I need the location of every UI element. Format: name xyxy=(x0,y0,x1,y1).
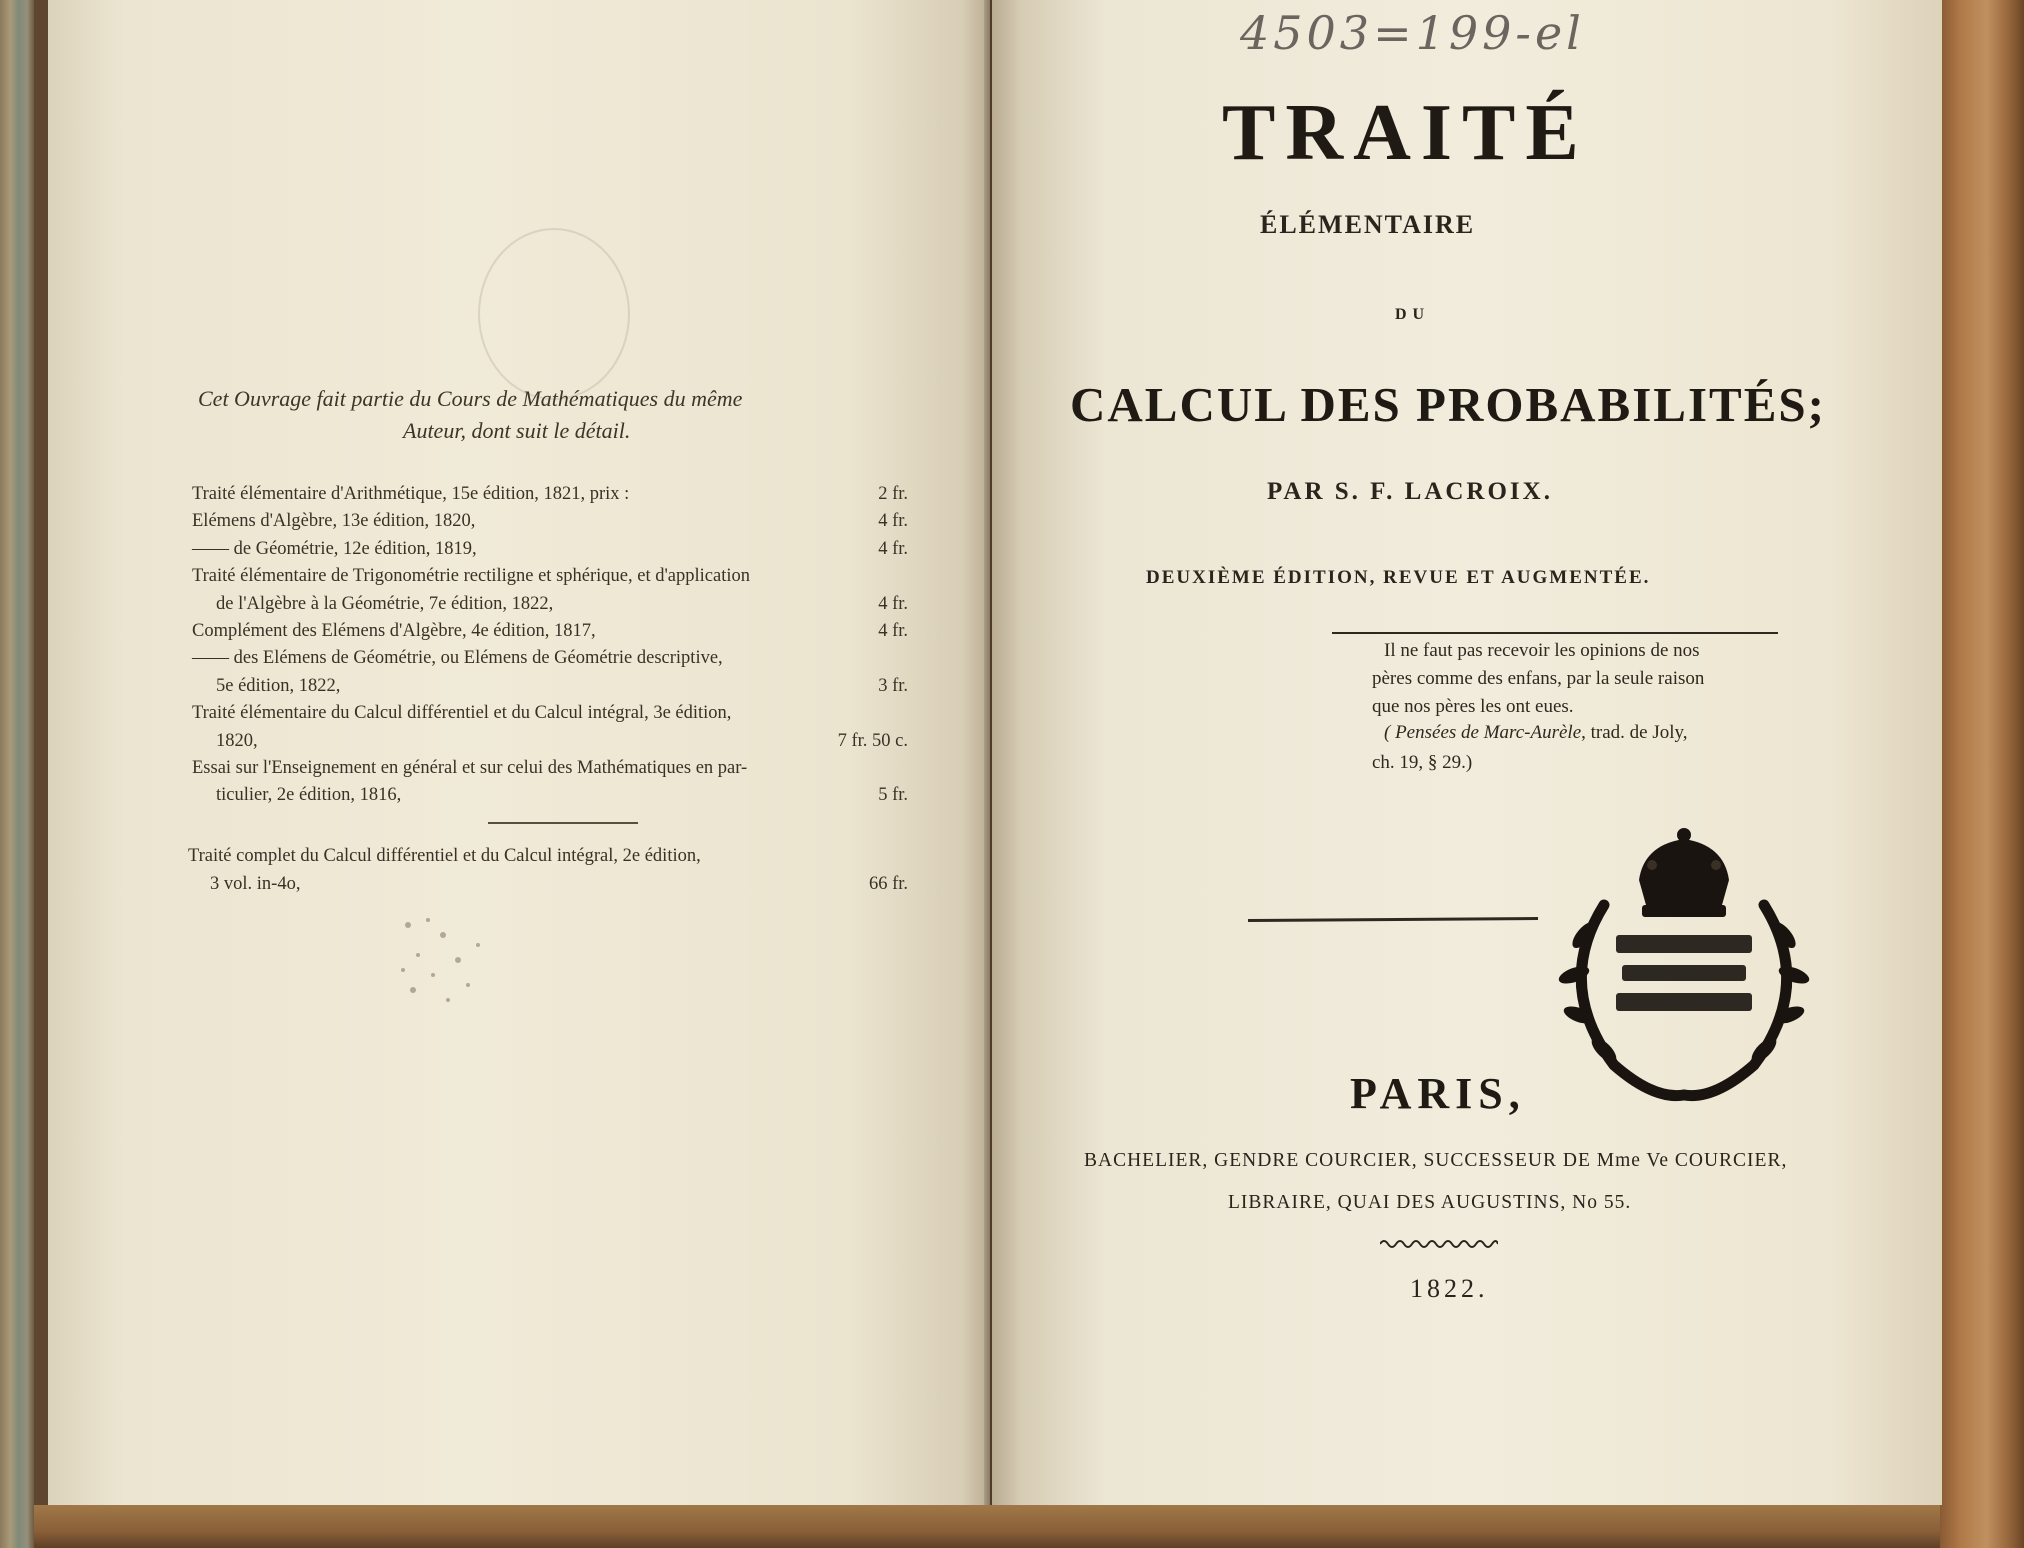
bleed-through-oval xyxy=(478,228,630,400)
royal-crown-wreath-stamp xyxy=(1544,825,1824,1110)
epigraph-reference: ch. 19, § 29.) xyxy=(1372,752,1473,773)
catalogue-entry: de l'Algèbre à la Géométrie, 7e édition, 1822, xyxy=(216,593,554,614)
catalogue-entry: Traité élémentaire d'Arithmétique, 15e édition, 1821, prix : xyxy=(192,484,630,504)
catalogue-price: 2 fr. xyxy=(878,484,908,504)
catalogue-entry: ticulier, 2e édition, 1816, xyxy=(216,785,402,806)
catalogue-entry: Complément des Elémens d'Algèbre, 4e édition, 1817, xyxy=(192,621,596,641)
catalogue-entry: —— de Géométrie, 12e édition, 1819, xyxy=(192,538,477,559)
epigraph-source-title: ( Pensées de Marc-Aurèle xyxy=(1384,722,1582,743)
city-paris: PARIS, xyxy=(1350,1069,1526,1118)
publication-year: 1822. xyxy=(1410,1274,1489,1303)
epigraph-source-translator: , trad. de Joly, xyxy=(1581,722,1688,743)
edition-line: DEUXIÈME ÉDITION, REVUE ET AUGMENTÉE. xyxy=(1146,567,1651,588)
epigraph-source xyxy=(1384,722,1688,744)
epigraph-rule xyxy=(1332,632,1778,634)
book-cover-bottom-edge xyxy=(34,1505,1940,1548)
catalogue-entry: 5e édition, 1822, xyxy=(216,675,341,696)
book-cover-left-edge xyxy=(0,0,34,1548)
catalogue-entry: Elémens d'Algèbre, 13e édition, 1820, xyxy=(192,511,476,532)
catalogue-price: 4 fr. xyxy=(878,538,908,559)
intro-line-2: Auteur, dont suit le détail. xyxy=(403,418,631,443)
complete-works-line: Traité complet du Calcul différentiel et du Calcul intégral, 2e édition, xyxy=(188,846,701,866)
epigraph-line-3: que nos pères les ont eues. xyxy=(1372,696,1574,717)
complete-works-price: 66 fr. xyxy=(868,874,908,894)
main-title: CALCUL DES PROBABILITÉS; xyxy=(1070,377,1826,432)
decorative-rule xyxy=(1248,917,1538,922)
catalogue-entry: —— des Elémens de Géométrie, ou Elémens de Géométrie descriptive, xyxy=(192,648,723,669)
catalogue-price: 4 fr. xyxy=(878,511,908,532)
catalogue-price: 4 fr. xyxy=(878,621,908,641)
intro-line-1: Cet Ouvrage fait partie du Cours de Mathématiques du même xyxy=(198,386,743,411)
complete-works-line: 3 vol. in-4o, xyxy=(210,874,301,894)
author-line: PAR S. F. LACROIX. xyxy=(1267,478,1553,505)
faint-stamp-mark xyxy=(388,905,498,1015)
catalogue-price: 5 fr. xyxy=(878,785,908,806)
handwritten-shelfmark: 4503=199-el xyxy=(1240,6,1585,60)
book-cover-right-edge xyxy=(1940,0,2024,1548)
catalogue-entry: 1820, xyxy=(216,730,258,751)
right-page xyxy=(992,0,1942,1505)
ornamental-wavy-rule xyxy=(1380,1238,1498,1250)
left-page xyxy=(48,0,990,1505)
catalogue-entry: Traité élémentaire de Trigonométrie rectiligne et sphérique, et d'application xyxy=(192,566,750,587)
title-traite: TRAITÉ xyxy=(1222,89,1589,177)
subtitle-elementaire: ÉLÉMENTAIRE xyxy=(1260,210,1476,239)
catalogue-entry: Traité élémentaire du Calcul différentiel et du Calcul intégral, 3e édition, xyxy=(192,703,732,724)
separator-rule xyxy=(488,822,638,824)
publisher-line-2: LIBRAIRE, QUAI DES AUGUSTINS, No 55. xyxy=(1228,1192,1632,1213)
catalogue-price: 4 fr. xyxy=(878,593,908,614)
word-du: DU xyxy=(1395,306,1431,323)
catalogue-entry: Essai sur l'Enseignement en général et sur celui des Mathématiques en par- xyxy=(192,758,748,778)
epigraph-line-2: pères comme des enfans, par la seule raison xyxy=(1372,668,1705,689)
epigraph-line-1: Il ne faut pas recevoir les opinions de nos xyxy=(1384,640,1700,661)
catalogue-price: 3 fr. xyxy=(878,675,908,696)
publisher-line-1: BACHELIER, GENDRE COURCIER, SUCCESSEUR DE Mme Ve COURCIER, xyxy=(1084,1150,1788,1171)
catalogue-price: 7 fr. 50 c. xyxy=(837,730,908,751)
